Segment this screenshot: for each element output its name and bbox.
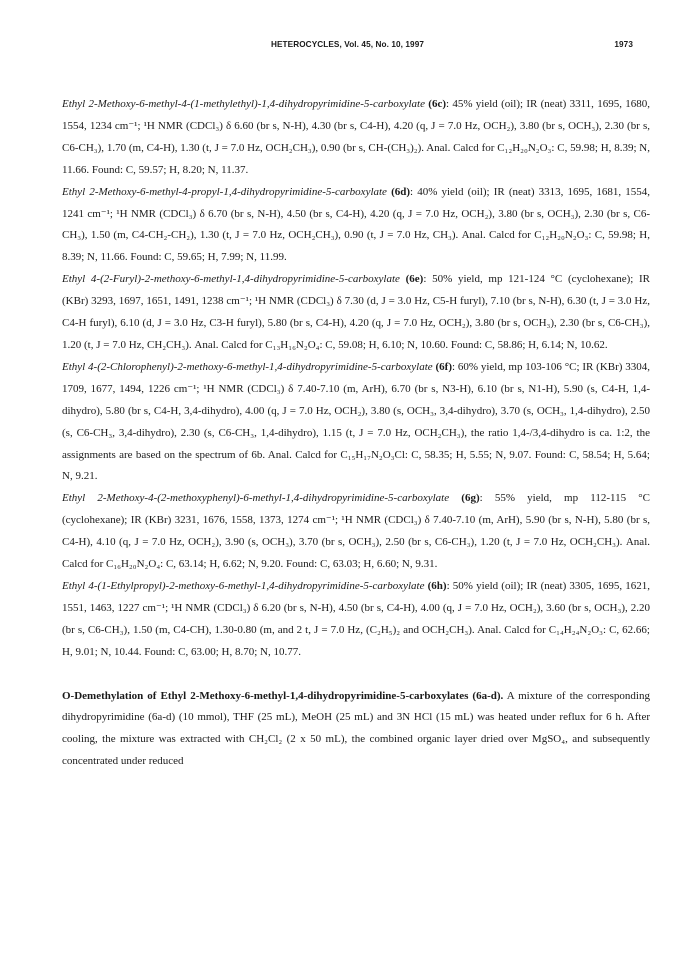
compound-label: (6h): [427, 579, 447, 592]
journal-citation: HETEROCYCLES, Vol. 45, No. 10, 1997: [270, 40, 425, 49]
compound-data: : 55% yield, mp 112-115 °C (cyclohexane); IR (KBr) 3231, 1676, 1558, 1373, 1274 cm⁻¹; ¹H NMR (CDCl₃) δ 7.40-7.10 (m, ArH), 5.90 (br s, N-H), 5.80 (br s, C4-H), 4.10 (q, J = 7.0 Hz, OCH₂), 3.90 (s, OCH₃), 3.70 (br s, OCH₃), 2.50 (br s, C6-CH₃), 1.20 (t, J = 7.0 Hz, OCH₂CH₃). Anal. Calcd for C₁₆H₂₀N₂O₄: C, 63.14; H, 6.62; N, 9.20. Found: C, 63.03; H, 6.60; N, 9.31.: [62, 492, 650, 571]
section-text: A mixture of the corresponding dihydropyrimidine (6a-d) (10 mmol), THF (25 mL), MeOH (25 mL) and 3N HCl (15 mL) was heated under reflux for 6 h. After cooling, the mixture was extracted with CH₂Cl₂ (2 x 50 mL), the combined organic layer dried over MgSO₄, and subsequently concentrated under reduced: [62, 689, 650, 768]
compound-name: Ethyl 4-(2-Furyl)-2-methoxy-6-methyl-1,4-dihydropyrimidine-5-carboxylate: [62, 273, 400, 286]
compound-name: Ethyl 4-(1-Ethylpropyl)-2-methoxy-6-methyl-1,4-dihydropyrimidine-5-carboxylate: [62, 579, 425, 592]
page-body: [62, 94, 650, 773]
compound-entry-6h: [62, 576, 650, 664]
compound-name: Ethyl 4-(2-Chlorophenyl)-2-methoxy-6-methyl-1,4-dihydropyrimidine-5-carboxylate: [62, 360, 433, 373]
compound-label: (6d): [391, 185, 411, 198]
compound-name: Ethyl 2-Methoxy-4-(2-methoxyphenyl)-6-methyl-1,4-dihydropyrimidine-5-carboxylate: [62, 492, 450, 505]
compound-data: : 45% yield (oil); IR (neat) 3311, 1695, 1680, 1554, 1234 cm⁻¹; ¹H NMR (CDCl₃) δ 6.60 (br s, N-H), 4.30 (br s, C4-H), 4.20 (q, J = 7.0 Hz, OCH₂), 3.80 (br s, OCH₃), 2.30 (br s, C6-CH₃), 1.70 (m, C4-H), 1.30 (t, J = 7.0 Hz, OCH₂CH₃), 0.90 (br s, CH-(CH₃)₂). Anal. Calcd for C₁₂H₂₀N₂O₃: C, 59.98; H, 8.39; N, 11.66. Found: C, 59.57; H, 8.20; N, 11.37.: [62, 98, 650, 176]
compound-entry-6c: [62, 94, 650, 182]
compound-label: (6c): [428, 98, 446, 110]
running-header: [0, 40, 695, 56]
compound-label: (6f): [435, 360, 452, 373]
compound-data: : 40% yield (oil); IR (neat) 3313, 1695, 1681, 1554, 1241 cm⁻¹; ¹H NMR (CDCl₃) δ 6.70 (br s, N-H), 4.50 (br s, C4-H), 4.20 (q, J = 7.0 Hz, OCH₂), 3.80 (br s, OCH₃), 2.30 (br s, C6-CH₃), 1.50 (m, C4-CH₂-CH₂), 1.30 (t, J = 7.0 Hz, OCH₂CH₃), 0.90 (t, J = 7.0 Hz, CH₃). Anal. Calcd for C₁₂H₂₀N₂O₃: C, 59.98; H, 8.39; N, 11.66. Found: C, 59.65; H, 7.99; N, 11.99.: [62, 185, 650, 264]
compound-name: Ethyl 2-Methoxy-6-methyl-4-propyl-1,4-dihydropyrimidine-5-carboxylate: [62, 185, 387, 198]
compound-data: : 50% yield, mp 121-124 °C (cyclohexane); IR (KBr) 3293, 1697, 1651, 1491, 1238 cm⁻¹; ¹H NMR (CDCl₃) δ 7.30 (d, J = 3.0 Hz, C5-H furyl), 7.10 (br s, N-H), 6.30 (t, J = 3.0 Hz, C4-H furyl), 6.10 (d, J = 3.0 Hz, C3-H furyl), 5.80 (br s, C4-H), 4.20 (q, J = 7.0 Hz, OCH₂), 3.80 (br s, OCH₃), 2.30 (br s, C6-CH₃), 1.20 (t, J = 7.0 Hz, CH₂CH₃). Anal. Calcd for C₁₃H₁₆N₂O₄: C, 59.08; H, 6.10; N, 10.60. Found: C, 58.86; H, 6.14; N, 10.62.: [62, 273, 650, 351]
page-number: 1973: [614, 40, 633, 49]
compound-name: Ethyl 2-Methoxy-6-methyl-4-(1-methylethyl)-1,4-dihydropyrimidine-5-carboxylate: [62, 98, 425, 110]
compound-entry-6d: [62, 182, 650, 270]
compound-entry-6f: [62, 357, 650, 488]
compound-data: : 60% yield, mp 103-106 °C; IR (KBr) 3304, 1709, 1677, 1494, 1226 cm⁻¹; ¹H NMR (CDCl₃) δ 7.40-7.10 (m, ArH), 6.70 (br s, N3-H), 6.10 (br s, N1-H), 5.90 (s, C4-H, 1,4-dihydro), 5.80 (br s, C4-H, 3,4-dihydro), 4.00 (q, J = 7.0 Hz, OCH₂), 3.80 (s, OCH₃, 3,4-dihydro), 3.70 (s, OCH₃, 1,4-dihydro), 2.50 (s, C6-CH₃, 3,4-dihydro), 2.30 (s, C6-CH₃, 1,4-dihydro), 1.15 (t, J = 7.0 Hz, OCH₂CH₃), the ratio 1,4-/3,4-dihydro is ca. 1:2, the assignments are based on the spectrum of 6b. Anal. Calcd for C₁₅H₁₇N₂O₃Cl: C, 58.35; H, 5.55; N, 9.07. Found: C, 58.54; H, 5.64; N, 9.21.: [62, 360, 650, 483]
section-heading: O-Demethylation of Ethyl 2-Methoxy-6-methyl-1,4-dihydropyrimidine-5-carboxylates (6a-d).: [62, 689, 504, 702]
compound-data: : 50% yield (oil); IR (neat) 3305, 1695, 1621, 1551, 1463, 1227 cm⁻¹; ¹H NMR (CDCl₃) δ 6.20 (br s, N-H), 4.50 (br s, C4-H), 4.00 (q, J = 7.0 Hz, OCH₂), 3.60 (br s, OCH₃), 2.20 (br s, C6-CH₃), 1.50 (m, C4-CH), 1.30-0.80 (m, and 2 t, J = 7.0 Hz, (C₂H₅)₂ and OCH₂CH₃). Anal. Calcd for C₁₄H₂₄N₂O₃: C, 62.66; H, 9.01; N, 10.44. Found: C, 63.00; H, 8.70; N, 10.77.: [62, 579, 650, 658]
procedure-section: [62, 686, 650, 774]
compound-label: (6g): [461, 492, 480, 505]
compound-entry-6g: [62, 488, 650, 576]
compound-label: (6e): [405, 273, 424, 286]
compound-entry-6e: [62, 269, 650, 357]
